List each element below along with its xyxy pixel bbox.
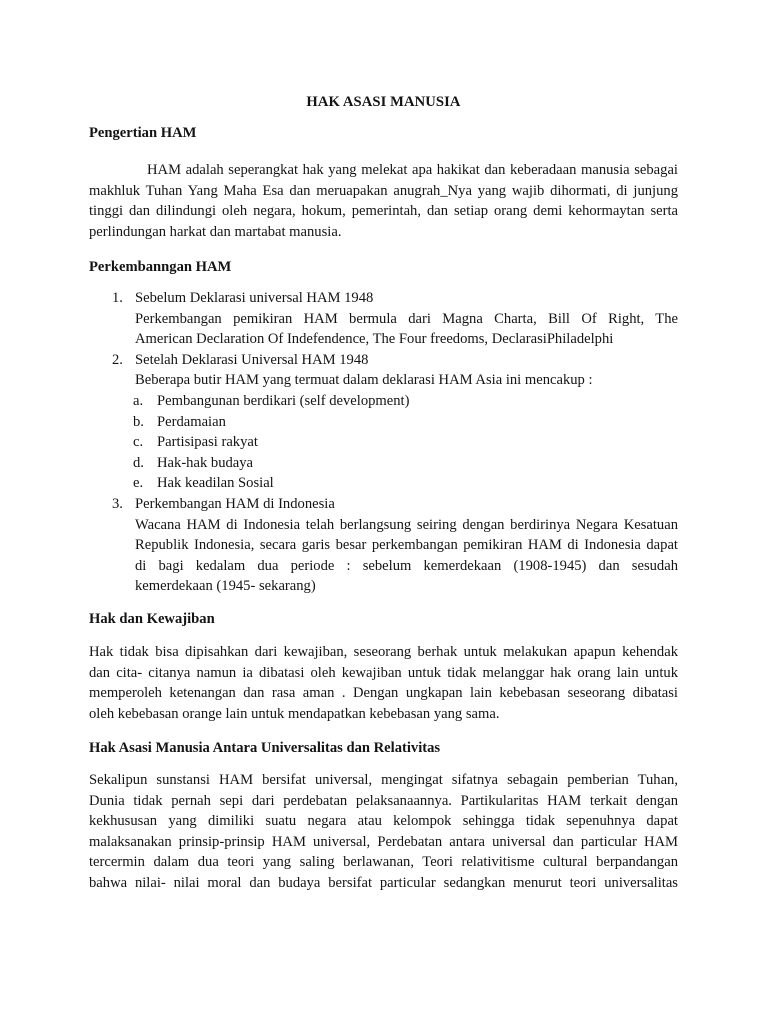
list-item-title: Setelah Deklarasi Universal HAM 1948 — [135, 351, 369, 368]
paragraph-pengertian — [89, 160, 678, 242]
paragraph-line: Wacana HAM di Indonesia telah berlangsung seiring dengan berdirinya Negara Kesatuan — [135, 516, 678, 533]
paragraph-line: dan cita- citanya namun ia dibatasi oleh kewajiban untuk tidak melanggar hak orang lain untuk — [89, 664, 678, 681]
paragraph-line: tercermin dalam dua teori yang saling berlawanan, Teori relativitisme cultural berpandangan — [89, 854, 678, 871]
paragraph-line: Hak tidak bisa dipisahkan dari kewajiban, seseorang berhak untuk melakukan apapun kehendak — [89, 644, 678, 660]
sub-list-letter: c. — [133, 434, 144, 451]
list-item-line — [89, 515, 678, 536]
sub-list-text: Partisipasi rakyat — [157, 434, 258, 451]
paragraph-line: kekhususan yang dimiliki suatu negara atau kelompok sehingga tidak sepenuhnya dapat — [89, 813, 678, 830]
sub-list-letter: a. — [133, 392, 144, 409]
sub-list-text: Hak-hak budaya — [157, 454, 254, 471]
list-item-title: Sebelum Deklarasi universal HAM 1948 — [135, 290, 374, 306]
sub-list-item — [89, 473, 678, 494]
list-number: 2. — [112, 351, 123, 368]
list-item-line — [89, 535, 678, 556]
list-item-title: Perkembangan HAM di Indonesia — [135, 495, 335, 512]
sub-list-item — [89, 432, 678, 453]
paragraph-line: American Declaration Of Indefendence, The Four freedoms, DeclarasiPhiladelphi — [135, 331, 614, 348]
paragraph-line: di bagi kedalam dua periode : sebelum kemerdekaan (1908-1945) dan sesudah — [135, 557, 678, 574]
list-item — [89, 494, 678, 515]
paragraph-hak-kewajiban — [89, 642, 678, 724]
list-item — [89, 288, 678, 309]
sub-list-item — [89, 391, 678, 412]
perkembangan-list — [89, 288, 678, 597]
heading-perkembangan: Perkembanngan HAM — [89, 259, 232, 275]
paragraph-line: malaksanakan prinsip-prinsip HAM universal, Perdebatan antara universal dan particular HAM — [89, 833, 678, 850]
sub-list-item — [89, 453, 678, 474]
paragraph-line: Republik Indonesia, secara garis besar perkembangan pemikiran HAM di Indonesia dapat — [135, 537, 678, 554]
paragraph-line: Dunia tidak pernah sepi dari perdebatan pelaksanaannya. Partikularitas HAM terkait dengan — [89, 792, 678, 809]
paragraph-line: HAM adalah seperangkat hak yang melekat apa hakikat dan keberadaan manusia sebagai — [147, 162, 678, 178]
paragraph-line: Sekalipun sunstansi HAM bersifat universal, mengingat sifatnya sebagain pemberian Tuhan, — [89, 772, 678, 788]
sub-list-letter: e. — [133, 475, 144, 492]
list-item-line — [89, 576, 678, 597]
sub-list-item — [89, 412, 678, 433]
list-item-line — [89, 309, 678, 330]
paragraph-universalitas — [89, 770, 678, 894]
sub-list-text: Pembangunan berdikari (self development) — [157, 392, 410, 409]
sub-list-letter: b. — [133, 413, 144, 430]
heading-pengertian: Pengertian HAM — [89, 125, 197, 141]
paragraph-line: memperoleh ketenangan dan rasa aman . Dengan ungkapan lain kebebasan seseorang dibatasi — [89, 685, 678, 702]
sub-list-text: Hak keadilan Sosial — [157, 475, 274, 492]
paragraph-line: bahwa nilai- nilai moral dan budaya bersifat particular sedangkan menurut teori universalitas — [89, 874, 678, 891]
paragraph-line: tinggi dan dilindungi oleh negara, hokum, pemerintah, dan setiap orang demi kehormaytan serta — [89, 203, 678, 220]
paragraph-line: perlindungan harkat dan martabat manusia. — [89, 223, 342, 240]
paragraph-line: kemerdekaan (1945- sekarang) — [135, 578, 316, 595]
document-page — [89, 0, 678, 1024]
heading-hak-kewajiban: Hak dan Kewajiban — [89, 611, 215, 627]
list-number: 1. — [112, 290, 123, 306]
list-item-line — [89, 556, 678, 577]
list-item-line — [89, 329, 678, 350]
list-number: 3. — [112, 495, 123, 512]
paragraph-line: oleh kebebasan orange lain untuk mendapatkan kebebasan yang sama. — [89, 705, 500, 722]
heading-universalitas: Hak Asasi Manusia Antara Universalitas dan Relativitas — [89, 740, 441, 756]
sub-list-letter: d. — [133, 454, 144, 471]
list-item-line — [89, 370, 678, 391]
paragraph-line: makhluk Tuhan Yang Maha Esa dan meruapakan anugrah_Nya yang wajib dihormati, di junjung — [89, 182, 678, 199]
sub-list-text: Perdamaian — [157, 413, 226, 430]
paragraph-line: Beberapa butir HAM yang termuat dalam deklarasi HAM Asia ini mencakup : — [135, 372, 593, 389]
paragraph-line: Perkembangan pemikiran HAM bermula dari Magna Charta, Bill Of Right, The — [135, 310, 678, 327]
list-item — [89, 350, 678, 371]
document-title: HAK ASASI MANUSIA — [306, 94, 461, 110]
